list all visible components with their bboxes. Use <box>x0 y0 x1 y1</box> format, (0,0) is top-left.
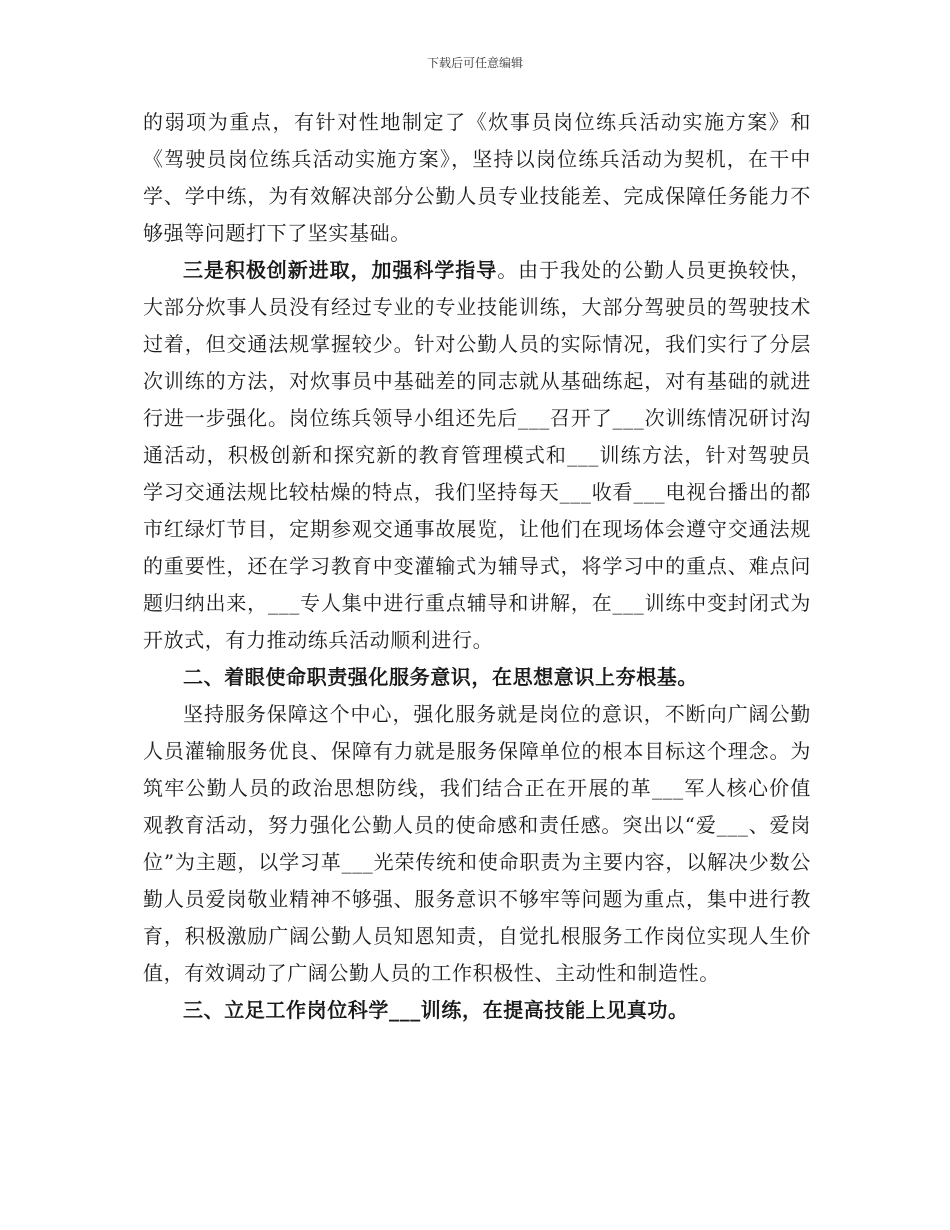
document-body <box>143 104 811 1029</box>
paragraph-service <box>143 696 811 992</box>
section-heading-two <box>143 659 811 696</box>
heading-text: 三、立足工作岗位科学___训练，在提高技能上见真功。 <box>183 998 689 1022</box>
paragraph-text: 坚持服务保障这个中心，强化服务就是岗位的意识，不断向广阔公勤人员灌输服务优良、保障有力就是服务保障单位的根本目标这个理念。为筑牢公勤人员的政治思想防线，我们结合正在开展的革___军人核心价值观教育活动，努力强化公勤人员的使命感和责任感。突出以“爱___、爱岗位”为主题，以学习革___光荣传统和使命职责为主要内容，以解决少数公勤人员爱岗敬业精神不够强、服务意识不够牢等问题为重点，集中进行教育，积极激励广阔公勤人员知恩知责，自觉扎根服务工作岗位实现人生价值，有效调动了广阔公勤人员的工作积极性、主动性和制造性。 <box>143 702 811 985</box>
section-heading-three <box>143 992 811 1029</box>
heading-text: 二、着眼使命职责强化服务意识，在思想意识上夯根基。 <box>183 665 698 689</box>
page-header: 下载后可任意编辑 <box>426 56 523 70</box>
paragraph-text: 的弱项为重点，有针对性地制定了《炊事员岗位练兵活动实施方案》和《驾驶员岗位练兵活动实施方案》，坚持以岗位练兵活动为契机，在干中学、学中练，为有效解决部分公勤人员专业技能差、完成保障任务能力不够强等问题打下了坚实基础。 <box>143 110 811 245</box>
paragraph-lead: 三是积极创新进取，加强科学指导 <box>183 258 498 282</box>
paragraph-continuation <box>143 104 811 252</box>
paragraph-innovation <box>143 252 811 659</box>
paragraph-text: 。由于我处的公勤人员更换较快，大部分炊事人员没有经过专业的专业技能训练，大部分驾驶员的驾驶技术过着，但交通法规掌握较少。针对公勤人员的实际情况，我们实行了分层次训练的方法，对炊事员中基础差的同志就从基础练起，对有基础的就进行进一步强化。岗位练兵领导小组还先后___召开了___次训练情况研讨沟通活动，积极创新和探究新的教育管理模式和___训练方法，针对驾驶员学习交通法规比较枯燥的特点，我们坚持每天___收看___电视台播出的都市红绿灯节目，定期参观交通事故展览，让他们在现场体会遵守交通法规的重要性，还在学习教育中变灌输式为辅导式，将学习中的重点、难点问题归纳出来，___专人集中进行重点辅导和讲解，在___训练中变封闭式为开放式，有力推动练兵活动顺利进行。 <box>143 258 812 652</box>
